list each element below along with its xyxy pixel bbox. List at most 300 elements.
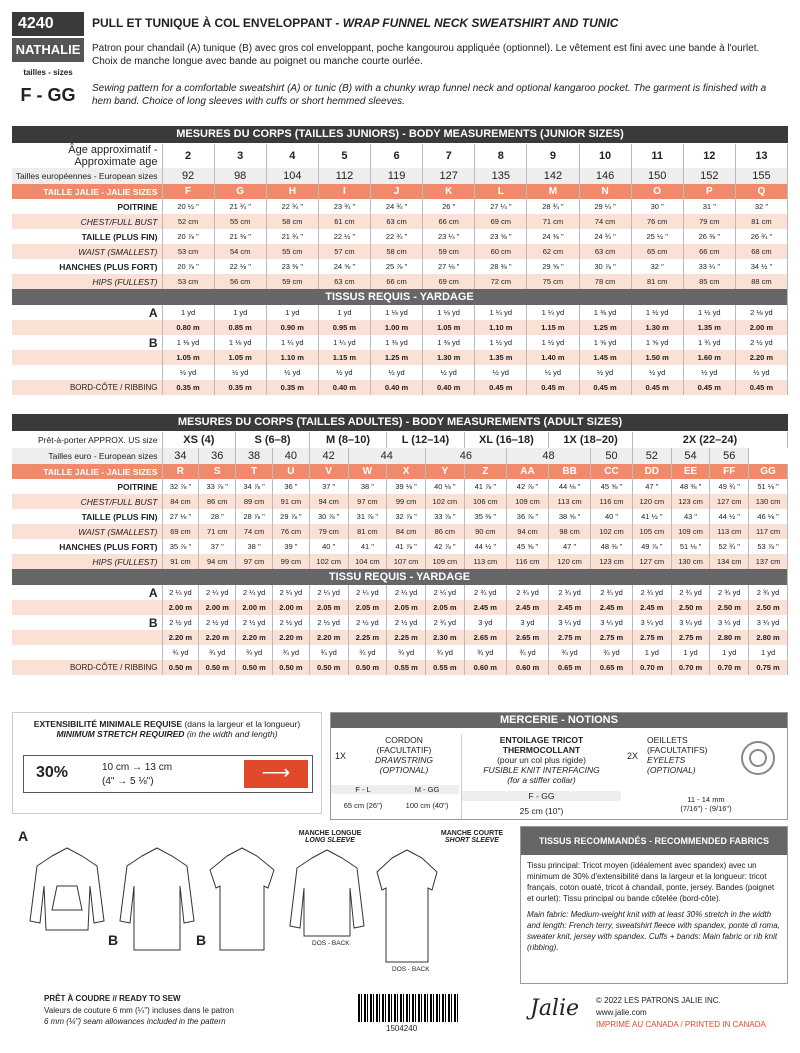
yd-cell: 1 yd bbox=[162, 305, 214, 320]
euro-cell: 34 bbox=[162, 448, 199, 464]
hips-in-cell: 52 ¾ " bbox=[710, 539, 749, 554]
back2-label: DOS - BACK bbox=[392, 966, 430, 973]
stretch-in: (4" → 5 ⅛") bbox=[102, 776, 154, 787]
yd-cell: ½ yd bbox=[475, 365, 527, 380]
m-cell: 2.20 m bbox=[309, 630, 348, 645]
jalie-size-cell: DD bbox=[632, 464, 671, 479]
waist-in-cell: 32 ⅞ " bbox=[387, 509, 426, 524]
m-cell: 2.75 m bbox=[591, 630, 633, 645]
m-cell: 2.30 m bbox=[425, 630, 464, 645]
view-b-label: B bbox=[108, 932, 119, 948]
m-cell: 1.10 m bbox=[475, 320, 527, 335]
euro-cell: 150 bbox=[631, 168, 683, 184]
waist-cm-cell: 57 cm bbox=[318, 244, 370, 259]
hips-in-cell: 35 ⅞ " bbox=[162, 539, 199, 554]
back-label: DOS - BACK bbox=[312, 940, 350, 947]
m-cell: 2.45 m bbox=[506, 600, 548, 615]
m-cell: 2.20 m bbox=[236, 630, 273, 645]
chest-label: POITRINE bbox=[12, 479, 162, 494]
view-R-en: BORD-CÔTE / RIBBING bbox=[12, 380, 162, 395]
fabrics-box bbox=[520, 826, 788, 984]
chest-in-cell: 33 ⅞ " bbox=[199, 479, 236, 494]
yd-cell: ½ yd bbox=[631, 365, 683, 380]
euro-cell: 142 bbox=[527, 168, 579, 184]
yd-cell: ½ yd bbox=[735, 365, 787, 380]
yd-cell: 2 ½ yd bbox=[162, 615, 199, 630]
rtw-label: Prêt-à-porter APPROX. US size bbox=[12, 432, 162, 448]
hips-cm-cell: 113 cm bbox=[464, 554, 506, 569]
m-cell: 0.50 m bbox=[309, 660, 348, 675]
yd-cell: 1 yd bbox=[632, 645, 671, 660]
hips-in-cell: 32 " bbox=[631, 259, 683, 274]
drawstring-values: 65 cm (26") 100 cm (40") bbox=[343, 801, 449, 810]
long-sleeve-label: MANCHE LONGUE LONG SLEEVE bbox=[298, 830, 362, 844]
chest-in-cell: 36 " bbox=[272, 479, 309, 494]
chest-cm-cell: 94 cm bbox=[309, 494, 348, 509]
hips-in-cell: 41 ⅞ " bbox=[387, 539, 426, 554]
yd-cell: 2 ¾ yd bbox=[425, 615, 464, 630]
junior-table bbox=[12, 144, 788, 406]
stretch-percent: 30% bbox=[36, 764, 69, 781]
waist-cm-cell: 69 cm bbox=[162, 524, 199, 539]
yd-cell: ¾ yd bbox=[199, 645, 236, 660]
jalie-size-cell: R bbox=[162, 464, 199, 479]
waist-cm-cell: 60 cm bbox=[475, 244, 527, 259]
view-a-label: A bbox=[18, 828, 29, 844]
m-cell: 1.40 m bbox=[527, 350, 579, 365]
view-B-label: B bbox=[12, 335, 162, 350]
pattern-name: NATHALIE bbox=[12, 38, 84, 62]
m-cell: 2.75 m bbox=[632, 630, 671, 645]
m-cell: 2.75 m bbox=[549, 630, 591, 645]
yd-cell: 1 ¾ yd bbox=[683, 335, 735, 350]
rtw-cell: XL (16–18) bbox=[464, 432, 548, 448]
m-cell: 1.35 m bbox=[683, 320, 735, 335]
yd-cell: ¾ yd bbox=[387, 645, 426, 660]
hips-in-cell: 22 ⅛ " bbox=[214, 259, 266, 274]
waist-cm-cell: 98 cm bbox=[549, 524, 591, 539]
m-cell: 2.50 m bbox=[749, 600, 788, 615]
jalie-size-cell: K bbox=[423, 184, 475, 199]
copyright: © 2022 LES PATRONS JALIE INC. bbox=[596, 996, 721, 1005]
m-cell: 0.80 m bbox=[162, 320, 214, 335]
m-cell: 0.95 m bbox=[318, 320, 370, 335]
yd-cell: 2 ½ yd bbox=[387, 615, 426, 630]
hips-in-cell: 37 " bbox=[199, 539, 236, 554]
short-sleeve-label: MANCHE COURTE SHORT SLEEVE bbox=[440, 830, 504, 844]
notions-box bbox=[330, 712, 788, 820]
yd-cell: 2 ¾ yd bbox=[549, 585, 591, 600]
m-cell: 1.60 m bbox=[683, 350, 735, 365]
hips-in-cell: 47 " bbox=[549, 539, 591, 554]
age-cell: 2 bbox=[162, 144, 214, 168]
chest-in-cell: 38 " bbox=[348, 479, 387, 494]
adult-table bbox=[12, 432, 788, 698]
chest-in-cell: 47 " bbox=[632, 479, 671, 494]
hips-in-cell: 33 ¼ " bbox=[683, 259, 735, 274]
yd-cell: 2 ¼ yd bbox=[348, 585, 387, 600]
chest-cm-cell: 69 cm bbox=[475, 214, 527, 229]
hips-cm-cell: 104 cm bbox=[348, 554, 387, 569]
m-cell: 1.50 m bbox=[631, 350, 683, 365]
euro-cell: 155 bbox=[735, 168, 787, 184]
waist-in-cell: 28 ⅞ " bbox=[236, 509, 273, 524]
chest-in-cell: 22 ¾ " bbox=[266, 199, 318, 214]
hips-in-cell: 39 " bbox=[272, 539, 309, 554]
jalie-size-cell: AA bbox=[506, 464, 548, 479]
stretch-box bbox=[12, 712, 322, 814]
hips-cm-cell: 91 cm bbox=[162, 554, 199, 569]
notions-title: MERCERIE - NOTIONS bbox=[331, 713, 787, 728]
stretch-title: EXTENSIBILITÉ MINIMALE REQUISE (dans la largeur et la longueur) bbox=[33, 719, 301, 729]
jalie-size-cell: M bbox=[527, 184, 579, 199]
hips-in-cell: 29 ⅝ " bbox=[527, 259, 579, 274]
rtw-cell: M (8–10) bbox=[309, 432, 386, 448]
yd-cell: 2 ¼ yd bbox=[272, 585, 309, 600]
euro-cell: 112 bbox=[318, 168, 370, 184]
waist-cm-cell: 109 cm bbox=[671, 524, 710, 539]
m-cell: 0.50 m bbox=[236, 660, 273, 675]
chest-cm-cell: 91 cm bbox=[272, 494, 309, 509]
hips-in-cell: 49 ⅞ " bbox=[632, 539, 671, 554]
age-cell: 8 bbox=[475, 144, 527, 168]
waist-cm-cell: 105 cm bbox=[632, 524, 671, 539]
m-cell: 0.50 m bbox=[199, 660, 236, 675]
chest-cm-cell: 84 cm bbox=[162, 494, 199, 509]
m-cell: 0.45 m bbox=[735, 380, 787, 395]
hips-in-cell: 41 " bbox=[348, 539, 387, 554]
waist-cm-cell: 76 cm bbox=[272, 524, 309, 539]
waist-in-cell: 31 ⅞ " bbox=[348, 509, 387, 524]
hips-cm-cell: 63 cm bbox=[318, 274, 370, 289]
m-cell: 0.50 m bbox=[348, 660, 387, 675]
waist-cm-cell: 59 cm bbox=[423, 244, 475, 259]
chest-cm-cell: 127 cm bbox=[710, 494, 749, 509]
chest-cm-cell: 116 cm bbox=[591, 494, 633, 509]
yd-cell: 3 ¼ yd bbox=[591, 615, 633, 630]
rtw-cell: S (6–8) bbox=[236, 432, 310, 448]
view-B-en bbox=[12, 630, 162, 645]
yd-cell: 3 ¼ yd bbox=[549, 615, 591, 630]
chest-in-cell: 32 " bbox=[735, 199, 787, 214]
waist-cm-cell: 86 cm bbox=[425, 524, 464, 539]
m-cell: 0.70 m bbox=[710, 660, 749, 675]
yd-cell: 2 ¾ yd bbox=[632, 585, 671, 600]
waist-cm-cell: 74 cm bbox=[236, 524, 273, 539]
euro-cell: 54 bbox=[671, 448, 710, 464]
m-cell: 2.00 m bbox=[236, 600, 273, 615]
euro-cell: 152 bbox=[683, 168, 735, 184]
hips-en-label: HIPS (FULLEST) bbox=[12, 554, 162, 569]
euro-cell: 40 bbox=[272, 448, 309, 464]
waist-in-cell: 43 " bbox=[671, 509, 710, 524]
chest-cm-cell: 109 cm bbox=[506, 494, 548, 509]
waist-in-cell: 26 ¾ " bbox=[735, 229, 787, 244]
yd-cell: 2 ¾ yd bbox=[506, 585, 548, 600]
jalie-size-cell: L bbox=[475, 184, 527, 199]
chest-cm-cell: 86 cm bbox=[199, 494, 236, 509]
hips-cm-cell: 116 cm bbox=[506, 554, 548, 569]
waist-cm-cell: 58 cm bbox=[371, 244, 423, 259]
chest-cm-cell: 79 cm bbox=[683, 214, 735, 229]
yd-cell: 1 ⅛ yd bbox=[162, 335, 214, 350]
yd-cell: 1 ⅜ yd bbox=[371, 335, 423, 350]
jalie-logo: Jalie bbox=[530, 996, 580, 1021]
rtw-cell: XS (4) bbox=[162, 432, 236, 448]
chest-in-cell: 44 ⅛ " bbox=[549, 479, 591, 494]
euro-cell: 44 bbox=[348, 448, 425, 464]
m-cell: 2.00 m bbox=[735, 320, 787, 335]
age-cell: 7 bbox=[423, 144, 475, 168]
chest-cm-cell: 120 cm bbox=[632, 494, 671, 509]
m-cell: 0.85 m bbox=[214, 320, 266, 335]
age-cell: 11 bbox=[631, 144, 683, 168]
interfacing: ENTOILAGE TRICOT THERMOCOLLANT (pour un col plus rigide) FUSIBLE KNIT INTERFACING (for a stiffer collar) F - GG 25 cm (10") bbox=[461, 735, 621, 819]
hips-in-cell: 28 ⅜ " bbox=[475, 259, 527, 274]
m-cell: 2.65 m bbox=[464, 630, 506, 645]
ready-to-sew: PRÊT À COUDRE // READY TO SEW bbox=[44, 994, 181, 1003]
yd-cell: 1 ⅜ yd bbox=[579, 305, 631, 320]
chest-in-cell: 23 ¾ " bbox=[318, 199, 370, 214]
m-cell: 1.15 m bbox=[527, 320, 579, 335]
yd-cell: 1 ⅜ yd bbox=[423, 335, 475, 350]
eyelet-size: 11 - 14 mm (7/16") - (9/16") bbox=[680, 795, 732, 813]
euro-cell: 104 bbox=[266, 168, 318, 184]
age-cell: 12 bbox=[683, 144, 735, 168]
hips-in-cell: 42 ⅞ " bbox=[425, 539, 464, 554]
junior-title: MESURES DU CORPS (TAILLES JUNIORS) - BODY MEASUREMENTS (JUNIOR SIZES) bbox=[12, 126, 788, 143]
chest-cm-cell: 74 cm bbox=[579, 214, 631, 229]
m-cell: 0.60 m bbox=[506, 660, 548, 675]
yd-cell: ¾ yd bbox=[464, 645, 506, 660]
chest-en-label: CHEST/FULL BUST bbox=[12, 494, 162, 509]
hips-cm-cell: 123 cm bbox=[591, 554, 633, 569]
m-cell: 2.25 m bbox=[387, 630, 426, 645]
waist-in-cell: 40 " bbox=[591, 509, 633, 524]
yd-cell: 1 ⅛ yd bbox=[214, 335, 266, 350]
m-cell: 0.50 m bbox=[162, 660, 199, 675]
m-cell: 0.40 m bbox=[371, 380, 423, 395]
m-cell: 2.05 m bbox=[309, 600, 348, 615]
jalie-size-cell: BB bbox=[549, 464, 591, 479]
yd-cell: 2 ½ yd bbox=[199, 615, 236, 630]
technical-drawings bbox=[12, 826, 512, 978]
size-range: F - GG bbox=[20, 85, 76, 105]
euro-cell: 42 bbox=[309, 448, 348, 464]
barcode-number: 1504240 bbox=[386, 1024, 418, 1033]
yd-cell: ½ yd bbox=[266, 365, 318, 380]
website-link[interactable]: www.jalie.com bbox=[596, 1008, 647, 1017]
waist-en-label: WAIST (SMALLEST) bbox=[12, 244, 162, 259]
waist-label: TAILLE (PLUS FIN) bbox=[12, 509, 162, 524]
euro-cell: 98 bbox=[214, 168, 266, 184]
waist-in-cell: 28 " bbox=[199, 509, 236, 524]
m-cell: 0.75 m bbox=[749, 660, 788, 675]
age-cell: 13 bbox=[735, 144, 787, 168]
garment-sketches bbox=[12, 826, 512, 978]
rtw-cell: 1X (18–20) bbox=[549, 432, 633, 448]
pattern-id-block bbox=[12, 12, 84, 106]
m-cell: 2.20 m bbox=[199, 630, 236, 645]
jalie-size-cell: I bbox=[318, 184, 370, 199]
view-R-label bbox=[12, 645, 162, 660]
waist-in-cell: 24 ¾ " bbox=[579, 229, 631, 244]
age-cell: 5 bbox=[318, 144, 370, 168]
euro-cell: 46 bbox=[425, 448, 506, 464]
euro-label: Tailles euro - European sizes bbox=[12, 448, 162, 464]
fabrics-en: Main fabric: Medium-weight knit with at least 30% stretch in the width and length: French terry, sweatshirt fleece with spandex, ponte di roma, sweater knit, jersey with spandex. Cuffs + bands: Main fabric or rib knit (ribbing). bbox=[527, 910, 780, 952]
hips-cm-cell: 69 cm bbox=[423, 274, 475, 289]
view-B-label: B bbox=[12, 615, 162, 630]
jalie-size-cell: J bbox=[371, 184, 423, 199]
yd-cell: 1 ¼ yd bbox=[527, 305, 579, 320]
hips-cm-cell: 56 cm bbox=[214, 274, 266, 289]
waist-in-cell: 23 ⅝ " bbox=[475, 229, 527, 244]
yd-cell: 3 ¼ yd bbox=[749, 615, 788, 630]
euro-cell: 146 bbox=[579, 168, 631, 184]
chest-in-cell: 28 ¾ " bbox=[527, 199, 579, 214]
view-A-en bbox=[12, 600, 162, 615]
jalie-size-cell: Y bbox=[425, 464, 464, 479]
m-cell: 2.05 m bbox=[348, 600, 387, 615]
chest-in-cell: 31 " bbox=[683, 199, 735, 214]
chest-cm-cell: 123 cm bbox=[671, 494, 710, 509]
m-cell: 0.45 m bbox=[527, 380, 579, 395]
hips-in-cell: 20 ⅞ " bbox=[162, 259, 214, 274]
barcode bbox=[358, 994, 458, 1022]
m-cell: 1.25 m bbox=[579, 320, 631, 335]
yd-cell: 1 ⅝ yd bbox=[631, 335, 683, 350]
m-cell: 2.20 m bbox=[272, 630, 309, 645]
hips-cm-cell: 137 cm bbox=[749, 554, 788, 569]
rtw-cell: L (12–14) bbox=[387, 432, 464, 448]
chest-in-cell: 41 ⅞ " bbox=[464, 479, 506, 494]
waist-in-cell: 26 ⅜ " bbox=[683, 229, 735, 244]
hips-cm-cell: 127 cm bbox=[632, 554, 671, 569]
euro-label: Tailles européennes - European sizes bbox=[12, 168, 162, 184]
view-R-en: BORD-CÔTE / RIBBING bbox=[12, 660, 162, 675]
m-cell: 2.50 m bbox=[710, 600, 749, 615]
m-cell: 0.35 m bbox=[162, 380, 214, 395]
waist-cm-cell: 63 cm bbox=[579, 244, 631, 259]
m-cell: 0.45 m bbox=[579, 380, 631, 395]
waist-in-cell: 24 ⅜ " bbox=[527, 229, 579, 244]
m-cell: 1.25 m bbox=[371, 350, 423, 365]
chest-cm-cell: 63 cm bbox=[371, 214, 423, 229]
hips-cm-cell: 53 cm bbox=[162, 274, 214, 289]
adult-grid bbox=[12, 432, 788, 675]
chest-cm-cell: 76 cm bbox=[631, 214, 683, 229]
m-cell: 1.05 m bbox=[423, 320, 475, 335]
waist-in-cell: 21 ⅜ " bbox=[214, 229, 266, 244]
chest-in-cell: 49 ¾ " bbox=[710, 479, 749, 494]
chest-in-cell: 21 ¾ " bbox=[214, 199, 266, 214]
yd-cell: 2 ¾ yd bbox=[749, 585, 788, 600]
yd-cell: 2 ¾ yd bbox=[671, 585, 710, 600]
yd-cell: 1 yd bbox=[710, 645, 749, 660]
view-R-label bbox=[12, 365, 162, 380]
hips-in-cell: 27 ⅛ " bbox=[423, 259, 475, 274]
jalie-size-cell: O bbox=[631, 184, 683, 199]
yd-cell: ½ yd bbox=[162, 365, 214, 380]
yd-cell: ¾ yd bbox=[591, 645, 633, 660]
chest-cm-cell: 130 cm bbox=[749, 494, 788, 509]
yd-cell: ¾ yd bbox=[272, 645, 309, 660]
eyelet-icon bbox=[741, 741, 775, 775]
yd-cell: 1 yd bbox=[214, 305, 266, 320]
hips-in-cell: 44 ½ " bbox=[464, 539, 506, 554]
chest-cm-cell: 97 cm bbox=[348, 494, 387, 509]
waist-cm-cell: 53 cm bbox=[162, 244, 214, 259]
waist-cm-cell: 55 cm bbox=[266, 244, 318, 259]
m-cell: 0.55 m bbox=[387, 660, 426, 675]
euro-cell: 48 bbox=[506, 448, 590, 464]
yd-cell: 2 ¼ yd bbox=[309, 585, 348, 600]
waist-cm-cell: 84 cm bbox=[387, 524, 426, 539]
yd-cell: ½ yd bbox=[683, 365, 735, 380]
m-cell: 2.20 m bbox=[162, 630, 199, 645]
stretch-cm: 10 cm → 13 cm bbox=[102, 762, 173, 773]
m-cell: 2.00 m bbox=[162, 600, 199, 615]
eyelets: OEILLETS (FACULTATIFS) EYELETS (OPTIONAL) bbox=[647, 735, 708, 775]
hips-cm-cell: 97 cm bbox=[236, 554, 273, 569]
m-cell: 2.50 m bbox=[671, 600, 710, 615]
hips-cm-cell: 78 cm bbox=[579, 274, 631, 289]
waist-cm-cell: 65 cm bbox=[631, 244, 683, 259]
yd-cell: 2 ¾ yd bbox=[464, 585, 506, 600]
fabrics-title: TISSUS RECOMMANDÉS - RECOMMENDED FABRICS bbox=[521, 827, 787, 855]
chest-in-cell: 51 ⅛ " bbox=[749, 479, 788, 494]
stretch-gauge bbox=[23, 755, 313, 793]
yd-cell: ½ yd bbox=[214, 365, 266, 380]
waist-cm-cell: 94 cm bbox=[506, 524, 548, 539]
rtw-cell: 2X (22–24) bbox=[632, 432, 787, 448]
hips-in-cell: 53 ⅞ " bbox=[749, 539, 788, 554]
waist-in-cell: 22 ½ " bbox=[318, 229, 370, 244]
hips-cm-cell: 72 cm bbox=[475, 274, 527, 289]
m-cell: 1.45 m bbox=[579, 350, 631, 365]
euro-cell: 36 bbox=[199, 448, 236, 464]
chest-cm-cell: 66 cm bbox=[423, 214, 475, 229]
m-cell: 2.80 m bbox=[749, 630, 788, 645]
yd-cell: 1 yd bbox=[671, 645, 710, 660]
fabrics-fr: Tissu principal: Tricot moyen (idéalement avec spandex) avec un minimum de 30% d'extensibilité dans la largeur et la longueur: tricot français, coton ouaté, tricot à chandail, ponte, jersey. Bandes (poignet et ourlet): Tissu principal ou bande côtelée (bord-côte). bbox=[527, 861, 775, 903]
jalie-size-cell: P bbox=[683, 184, 735, 199]
m-cell: 0.65 m bbox=[591, 660, 633, 675]
yd-cell: 1 ½ yd bbox=[475, 335, 527, 350]
jalie-size-cell: U bbox=[272, 464, 309, 479]
yd-cell: ¾ yd bbox=[309, 645, 348, 660]
yd-cell: ¾ yd bbox=[425, 645, 464, 660]
jalie-label: TAILLE JALIE - JALIE SIZES bbox=[12, 464, 162, 479]
m-cell: 1.30 m bbox=[631, 320, 683, 335]
m-cell: 0.50 m bbox=[272, 660, 309, 675]
yd-cell: 1 ¼ yd bbox=[318, 335, 370, 350]
jalie-size-cell: W bbox=[348, 464, 387, 479]
yd-cell: ¾ yd bbox=[236, 645, 273, 660]
yd-cell: 2 ½ yd bbox=[348, 615, 387, 630]
hips-in-cell: 45 ⅝ " bbox=[506, 539, 548, 554]
m-cell: 0.60 m bbox=[464, 660, 506, 675]
yd-cell: 1 ⅝ yd bbox=[579, 335, 631, 350]
chest-en-label: CHEST/FULL BUST bbox=[12, 214, 162, 229]
seam-en: 6 mm (¼") seam allowances included in the pattern bbox=[44, 1017, 226, 1026]
waist-cm-cell: 113 cm bbox=[710, 524, 749, 539]
junior-grid bbox=[12, 144, 788, 395]
hips-in-cell: 25 ⅞ " bbox=[371, 259, 423, 274]
view-b2-label: B bbox=[196, 932, 207, 948]
yardage-title: TISSUS REQUIS - YARDAGE bbox=[12, 289, 788, 305]
